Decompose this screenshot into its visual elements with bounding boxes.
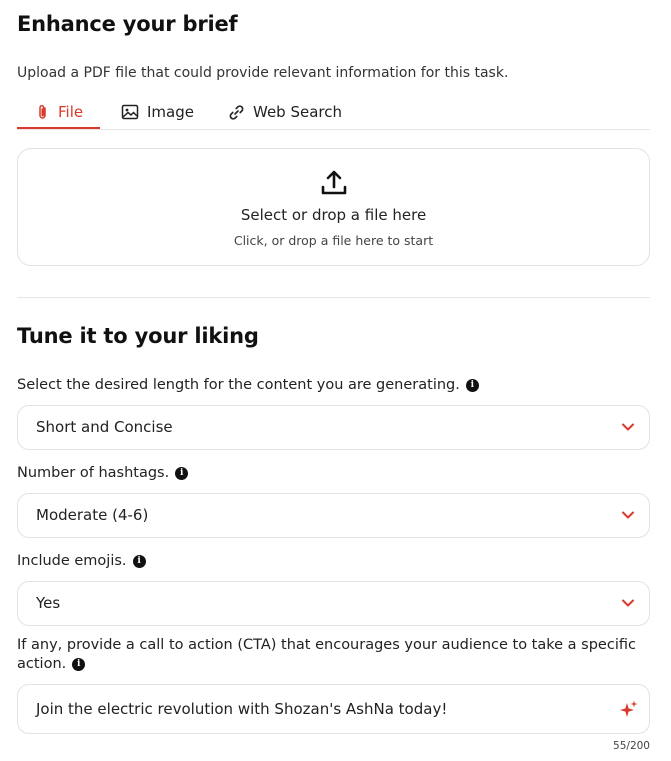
tab-image-label: Image <box>147 103 194 121</box>
dropzone-subtitle: Click, or drop a file here to start <box>233 233 434 248</box>
cta-input-value: Join the electric revolution with Shozan's AshNa today! <box>36 700 448 718</box>
hashtags-label-text: Number of hashtags. <box>17 465 170 481</box>
tab-web-search[interactable] <box>228 97 342 127</box>
source-tabs <box>17 97 650 130</box>
length-select-value: Short and Concise <box>36 418 173 436</box>
image-icon <box>121 104 139 120</box>
character-counter: 55/200 <box>613 740 650 752</box>
file-dropzone[interactable] <box>17 148 650 266</box>
cta-input[interactable] <box>17 684 650 734</box>
hashtags-label <box>17 465 188 481</box>
tab-web-search-label: Web Search <box>253 103 343 121</box>
hashtags-select[interactable] <box>17 493 650 538</box>
length-select[interactable] <box>17 405 650 450</box>
dropzone-title: Select or drop a file here <box>240 206 427 224</box>
section-title-tune: Tune it to your liking <box>17 324 259 348</box>
info-icon[interactable]: i <box>133 555 146 568</box>
tab-file[interactable] <box>17 97 100 127</box>
cta-label <box>17 636 650 674</box>
upload-icon <box>319 167 349 197</box>
emojis-select[interactable] <box>17 581 650 626</box>
section-divider <box>17 297 650 298</box>
upload-description: Upload a PDF file that could provide relevant information for this task. <box>17 65 509 81</box>
sparkles-icon[interactable] <box>619 699 639 719</box>
info-icon[interactable]: i <box>175 467 188 480</box>
emojis-label <box>17 553 146 569</box>
chevron-down-icon <box>621 420 635 434</box>
info-icon[interactable]: i <box>72 658 85 671</box>
link-icon <box>228 104 245 121</box>
tab-file-label: File <box>58 103 84 121</box>
chevron-down-icon <box>621 508 635 522</box>
emojis-select-value: Yes <box>36 594 61 612</box>
tab-image[interactable] <box>121 97 194 127</box>
cta-label-text: If any, provide a call to action (CTA) that encourages your audience to take a specific action. <box>17 637 636 672</box>
chevron-down-icon <box>621 596 635 610</box>
hashtags-select-value: Moderate (4-6) <box>36 506 149 524</box>
length-label-text: Select the desired length for the content you are generating. <box>17 377 460 393</box>
length-label <box>17 377 479 393</box>
emojis-label-text: Include emojis. <box>17 553 127 569</box>
info-icon[interactable]: i <box>466 379 479 392</box>
section-title-enhance: Enhance your brief <box>17 12 238 36</box>
paperclip-icon <box>36 104 50 120</box>
